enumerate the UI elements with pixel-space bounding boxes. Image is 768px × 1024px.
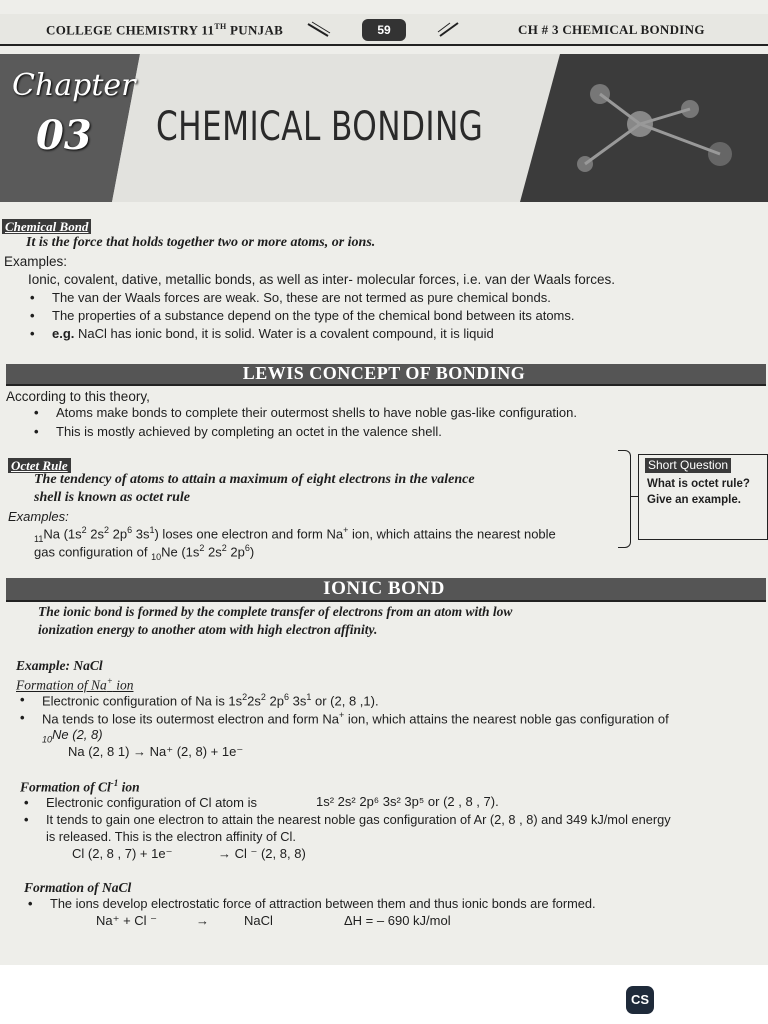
chlorine-equation-left: Cl (2, 8 , 7) + 1e⁻	[72, 846, 173, 861]
chlorine-equation-right: → Cl ⁻ (2, 8, 8)	[218, 846, 306, 861]
electron-affinity-text: is released. This is the electron affinity of Cl.	[46, 829, 296, 844]
section-title: IONIC BOND	[323, 578, 445, 599]
sodium-ion-heading: Formation of Na+ ion	[16, 676, 134, 693]
enthalpy-change: ΔH = – 690 kJ/mol	[344, 913, 451, 928]
page-number: 59	[362, 19, 406, 41]
chlorine-config: 1s² 2s² 2p⁶ 3s² 3p⁵ or (2 , 8 , 7).	[316, 794, 499, 809]
eg-line: • e.g. NaCl has ionic bond, it is solid. Water is a covalent compound, it is liquid	[52, 326, 494, 341]
neon-config: $_{10}$Ne (2, 8)	[42, 727, 103, 745]
chemical-bond-section	[2, 218, 91, 236]
list-item: • Atoms make bonds to complete their outermost shells to have noble gas-like configuration.	[56, 405, 577, 420]
chemical-bond-tag: Chemical Bond	[2, 219, 91, 234]
list-item: • This is mostly achieved by completing an octet in the valence shell.	[56, 424, 442, 439]
list-item: • The van der Waals forces are weak. So, these are not termed as pure chemical bonds.	[52, 290, 551, 305]
sodium-example: $_{11}$Na ($1s^2$ $2s^2$ $2p^6$ $3s^1$) loses one electron and form Na+ ion, which attains the nearest noble	[34, 525, 556, 544]
neon-example: gas configuration of $_{10}$Ne ($1s^2$ $2s^2$ $2p^6$)	[34, 543, 255, 562]
pen-icon	[436, 20, 462, 40]
chapter-title: CHEMICAL BONDING	[156, 104, 484, 150]
camscanner-logo: CS	[626, 986, 654, 1014]
examples-label: Examples:	[4, 254, 68, 269]
chemical-bond-definition: It is the force that holds together two or more atoms, or ions.	[26, 235, 376, 250]
book-title: COLLEGE CHEMISTRY 11TH PUNJAB	[46, 22, 284, 38]
short-question-tag: Short Question	[645, 458, 731, 473]
sodium-equation: Na (2, 8 1) → Na⁺ (2, 8) + 1e⁻	[68, 744, 244, 759]
example-heading: Example: NaCl	[16, 658, 103, 673]
nacl-heading: Formation of NaCl	[24, 880, 132, 895]
list-item: • The properties of a substance depend on the type of the chemical bond between its atoms.	[52, 308, 575, 323]
list-item: • Electronic configuration of Na is $1s^22s^2$ $2p^6$ $3s^1$ or (2, 8 ,1).	[42, 692, 379, 708]
chloride-ion-heading: Formation of $Cl^{-1}$ ion	[20, 778, 140, 795]
bracket	[618, 450, 631, 548]
ionic-definition-line-2: ionization energy to another atom with high electron affinity.	[38, 622, 378, 637]
octet-definition-line-2: shell is known as octet rule	[34, 490, 190, 505]
list-item: • It tends to gain one electron to attain the nearest noble gas configuration of Ar (2, 8 , 8) and 349 kJ/mol energy	[46, 812, 671, 827]
list-item: • Na tends to lose its outermost electron and form Na+ ion, which attains the nearest noble gas configuration of	[42, 710, 669, 726]
octet-rule-tag: Octet Rule	[8, 458, 71, 473]
ionic-definition-line-1: The ionic bond is formed by the complete transfer of electrons from an atom with low	[38, 604, 513, 619]
lewis-intro: According to this theory,	[6, 389, 150, 404]
section-title: LEWIS CONCEPT OF BONDING	[242, 363, 526, 383]
list-item: • The ions develop electrostatic force of attraction between them and thus ionic bonds are formed.	[50, 896, 596, 911]
examples-text: Ionic, covalent, dative, metallic bonds, as well as inter- molecular forces, i.e. van der Waals forces.	[28, 272, 615, 287]
nacl-reactants: Na⁺ + Cl ⁻	[96, 913, 158, 928]
pen-icon	[306, 20, 332, 40]
reaction-arrow: →	[196, 913, 209, 928]
chapter-label: Chapter	[12, 68, 136, 103]
chapter-header: CH # 3 CHEMICAL BONDING	[518, 22, 705, 37]
short-question-text: What is octet rule? Give an example.	[647, 478, 750, 506]
nacl-product: NaCl	[244, 913, 273, 928]
examples-label: Examples:	[8, 509, 69, 524]
octet-definition-line-1: The tendency of atoms to attain a maximum of eight electrons in the valence	[34, 472, 475, 487]
list-item: • Electronic configuration of Cl atom is	[46, 795, 257, 810]
chapter-number: 03	[36, 112, 92, 159]
